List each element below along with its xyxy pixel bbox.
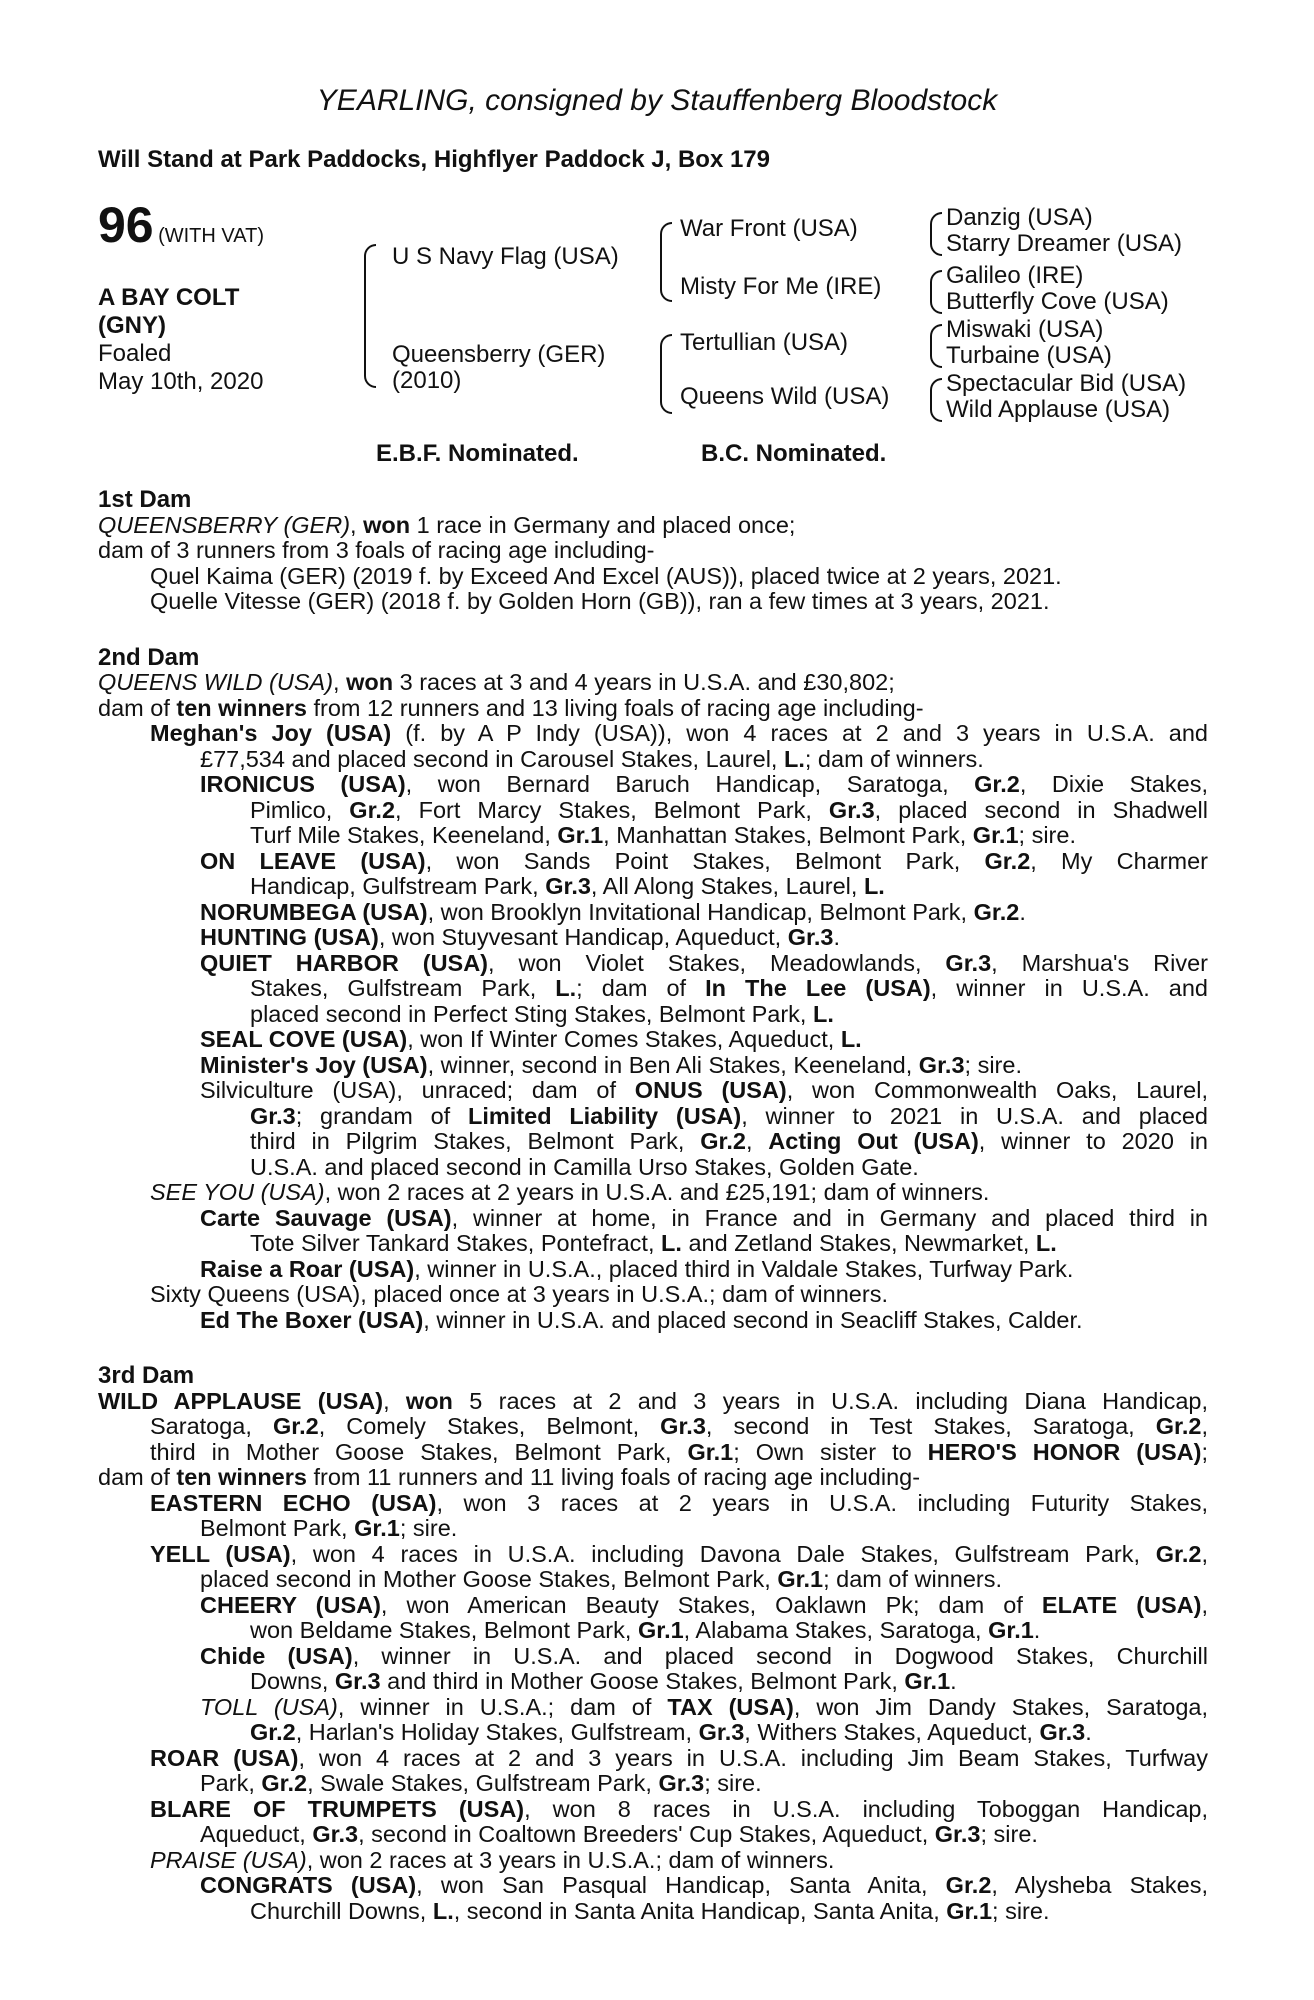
pedigree-brace-dam	[660, 334, 672, 414]
second-dam-line: QUEENS WILD (USA), won 3 races at 3 and 4 years in U.S.A. and £30,802;	[98, 669, 895, 695]
second-dam-line: Raise a Roar (USA), winner in U.S.A., placed third in Valdale Stakes, Turfway Park.	[200, 1255, 1074, 1282]
second-dam-line: Gr.3; grandam of Limited Liability (USA), winner to 2021 in U.S.A. and placed	[250, 1102, 1208, 1129]
dam-year: (2010)	[392, 367, 462, 394]
pedigree-brace-g1	[930, 212, 942, 256]
second-dam-line: IRONICUS (USA), won Bernard Baruch Handicap, Saratoga, Gr.2, Dixie Stakes,	[200, 771, 1208, 797]
pedigree-brace-main	[364, 244, 376, 388]
second-dam-line: Meghan's Joy (USA) (f. by A P Indy (USA)), won 4 races at 2 and 3 years in U.S.A. and	[150, 720, 1208, 746]
bc-nomination: B.C. Nominated.	[701, 440, 887, 467]
second-dam-line: Pimlico, Gr.2, Fort Marcy Stakes, Belmont Park, Gr.3, placed second in Shadwell	[250, 796, 1208, 823]
third-dam-line: CHEERY (USA), won American Beauty Stakes, Oaklawn Pk; dam of ELATE (USA),	[200, 1591, 1208, 1618]
third-dam-line: TOLL (USA), winner in U.S.A.; dam of TAX (USA), won Jim Dandy Stakes, Saratoga,	[200, 1693, 1208, 1720]
third-dam-line: Saratoga, Gr.2, Comely Stakes, Belmont, Gr.3, second in Test Stakes, Saratoga, Gr.2,	[150, 1413, 1208, 1439]
pedigree-brace-g4	[930, 378, 942, 422]
stand-location: Will Stand at Park Paddocks, Highflyer Paddock J, Box 179	[98, 146, 770, 173]
grandsire-4: Butterfly Cove (USA)	[946, 288, 1169, 315]
grandsire-5: Miswaki (USA)	[946, 316, 1104, 343]
first-dam-line: Quelle Vitesse (GER) (2018 f. by Golden Horn (GB)), ran a few times at 3 years, 2021.	[150, 588, 1050, 614]
second-dam-line: Silviculture (USA), unraced; dam of ONUS (USA), won Commonwealth Oaks, Laurel,	[200, 1077, 1208, 1103]
dam-sire-name: Tertullian (USA)	[680, 329, 849, 356]
pedigree-brace-sire	[660, 222, 672, 302]
third-dam-line: WILD APPLAUSE (USA), won 5 races at 2 and 3 years in U.S.A. including Diana Handicap,	[98, 1387, 1208, 1414]
third-dam-line: EASTERN ECHO (USA), won 3 races at 2 years in U.S.A. including Futurity Stakes,	[150, 1489, 1208, 1516]
lot-number-block	[98, 197, 264, 253]
second-dam-line: dam of ten winners from 12 runners and 13 living foals of racing age including-	[98, 694, 924, 721]
third-dam-line: ROAR (USA), won 4 races at 2 and 3 years in U.S.A. including Jim Beam Stakes, Turfway	[150, 1744, 1209, 1771]
dam-history	[98, 487, 1208, 1924]
third-dam-line: YELL (USA), won 4 races in U.S.A. including Davona Dale Stakes, Gulfstream Park, Gr.2,	[150, 1540, 1209, 1567]
dam-name: Queensberry (GER)	[392, 341, 606, 368]
grandsire-6: Turbaine (USA)	[946, 342, 1112, 369]
second-dam-line: SEE YOU (USA), won 2 races at 2 years in U.S.A. and £25,191; dam of winners.	[150, 1179, 990, 1205]
pedigree-brace-g3	[930, 324, 942, 368]
third-dam-line: third in Mother Goose Stakes, Belmont Park, Gr.1; Own sister to HERO'S HONOR (USA);	[150, 1438, 1208, 1465]
second-dam-line: NORUMBEGA (USA), won Brooklyn Invitational Handicap, Belmont Park, Gr.2.	[200, 898, 1026, 925]
second-dam-line: third in Pilgrim Stakes, Belmont Park, Gr.2, Acting Out (USA), winner to 2020 in	[250, 1128, 1209, 1154]
pedigree-brace-g2	[930, 270, 942, 314]
foaled-date: May 10th, 2020	[98, 368, 264, 395]
grandsire-7: Spectacular Bid (USA)	[946, 370, 1187, 397]
horse-name: A BAY COLT	[98, 284, 240, 311]
third-dam-line: Park, Gr.2, Swale Stakes, Gulfstream Park, Gr.3; sire.	[200, 1770, 762, 1796]
dam-dam-name: Queens Wild (USA)	[680, 383, 890, 410]
sire-dam-name: Misty For Me (IRE)	[680, 273, 882, 300]
third-dam-line: CONGRATS (USA), won San Pasqual Handicap, Santa Anita, Gr.2, Alysheba Stakes,	[200, 1872, 1208, 1898]
third-dam-line: Belmont Park, Gr.1; sire.	[200, 1515, 458, 1541]
third-dam-line: BLARE OF TRUMPETS (USA), won 8 races in U.S.A. including Toboggan Handicap,	[150, 1795, 1208, 1822]
second-dam-line: Turf Mile Stakes, Keeneland, Gr.1, Manhattan Stakes, Belmont Park, Gr.1; sire.	[250, 822, 1076, 848]
third-dam-line: Chide (USA), winner in U.S.A. and placed second in Dogwood Stakes, Churchill	[200, 1642, 1208, 1669]
second-dam-line: U.S.A. and placed second in Camilla Urso Stakes, Golden Gate.	[250, 1153, 919, 1180]
third-dam-line: Gr.2, Harlan's Holiday Stakes, Gulfstream, Gr.3, Withers Stakes, Aqueduct, Gr.3.	[250, 1719, 1092, 1745]
second-dam-line: Sixty Queens (USA), placed once at 3 years in U.S.A.; dam of winners.	[150, 1281, 888, 1307]
second-dam-heading: 2nd Dam	[98, 643, 200, 671]
second-dam-line: Ed The Boxer (USA), winner in U.S.A. and placed second in Seacliff Stakes, Calder.	[200, 1306, 1083, 1333]
horse-description	[98, 284, 263, 396]
foaled-label: Foaled	[98, 340, 172, 367]
ebf-nomination: E.B.F. Nominated.	[376, 440, 579, 467]
sire-name: U S Navy Flag (USA)	[392, 243, 619, 270]
horse-breed: (GNY)	[98, 312, 166, 339]
third-dam-line: Churchill Downs, L., second in Santa Anita Handicap, Santa Anita, Gr.1; sire.	[250, 1897, 1050, 1924]
third-dam-line: Aqueduct, Gr.3, second in Coaltown Breeders' Cup Stakes, Aqueduct, Gr.3; sire.	[200, 1821, 1038, 1847]
second-dam-line: placed second in Perfect Sting Stakes, Belmont Park, L.	[250, 1000, 834, 1027]
first-dam-line: QUEENSBERRY (GER), won 1 race in Germany and placed once;	[98, 511, 796, 538]
second-dam-line: Tote Silver Tankard Stakes, Pontefract, L. and Zetland Stakes, Newmarket, L.	[250, 1230, 1057, 1256]
grandsire-2: Starry Dreamer (USA)	[946, 230, 1183, 257]
first-dam-line: Quel Kaima (GER) (2019 f. by Exceed And Excel (AUS)), placed twice at 2 years, 2021.	[150, 562, 1062, 589]
vat-label: (WITH VAT)	[158, 225, 264, 247]
second-dam-line: Stakes, Gulfstream Park, L.; dam of In The Lee (USA), winner in U.S.A. and	[250, 975, 1208, 1001]
second-dam-line: ON LEAVE (USA), won Sands Point Stakes, Belmont Park, Gr.2, My Charmer	[200, 847, 1209, 874]
first-dam-line: dam of 3 runners from 3 foals of racing age including-	[98, 537, 655, 563]
sire-sire-name: War Front (USA)	[680, 215, 858, 242]
second-dam-line: Minister's Joy (USA), winner, second in Ben Ali Stakes, Keeneland, Gr.3; sire.	[200, 1051, 1022, 1078]
second-dam-line: HUNTING (USA), won Stuyvesant Handicap, Aqueduct, Gr.3.	[200, 924, 841, 950]
page-title: YEARLING, consigned by Stauffenberg Bloodstock	[316, 84, 998, 117]
third-dam-line: Downs, Gr.3 and third in Mother Goose Stakes, Belmont Park, Gr.1.	[250, 1668, 957, 1694]
second-dam-line: QUIET HARBOR (USA), won Violet Stakes, Meadowlands, Gr.3, Marshua's River	[200, 949, 1208, 976]
second-dam-line: SEAL COVE (USA), won If Winter Comes Stakes, Aqueduct, L.	[200, 1026, 862, 1052]
second-dam-line: Carte Sauvage (USA), winner at home, in France and in Germany and placed third in	[200, 1204, 1208, 1231]
third-dam-line: won Beldame Stakes, Belmont Park, Gr.1, Alabama Stakes, Saratoga, Gr.1.	[250, 1617, 1041, 1643]
grandsire-8: Wild Applause (USA)	[946, 396, 1171, 423]
third-dam-line: placed second in Mother Goose Stakes, Belmont Park, Gr.1; dam of winners.	[200, 1566, 1003, 1592]
grandsire-3: Galileo (IRE)	[946, 262, 1084, 289]
second-dam-line: £77,534 and placed second in Carousel Stakes, Laurel, L.; dam of winners.	[200, 745, 984, 772]
second-dam-line: Handicap, Gulfstream Park, Gr.3, All Along Stakes, Laurel, L.	[250, 873, 885, 899]
grandsire-1: Danzig (USA)	[946, 204, 1093, 231]
third-dam-line: dam of ten winners from 11 runners and 11 living foals of racing age including-	[98, 1464, 921, 1490]
third-dam-line: PRAISE (USA), won 2 races at 3 years in U.S.A.; dam of winners.	[150, 1846, 835, 1873]
third-dam-heading: 3rd Dam	[98, 1362, 195, 1389]
first-dam-heading: 1st Dam	[98, 486, 192, 513]
lot-number: 96	[98, 197, 154, 253]
